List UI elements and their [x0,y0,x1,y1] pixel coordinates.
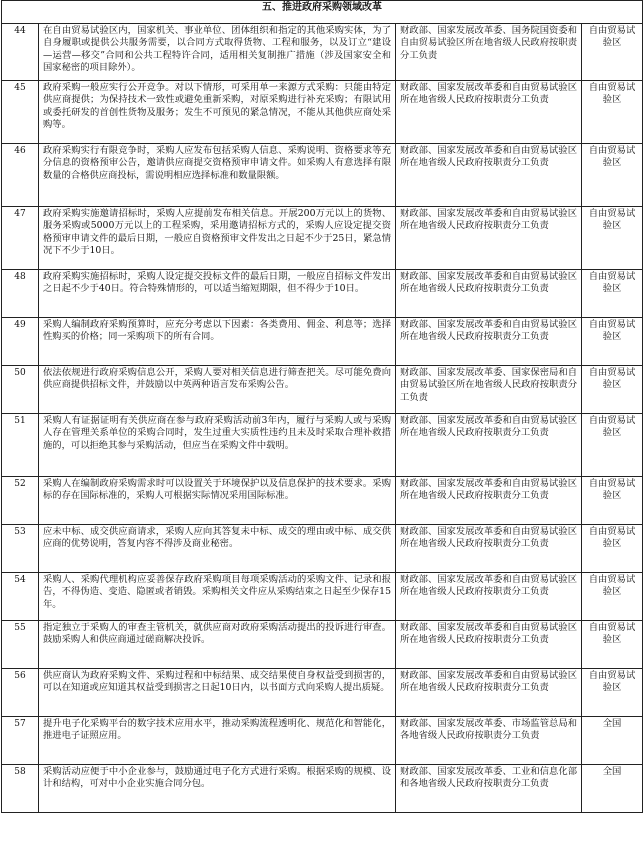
row-number: 53 [2,525,39,573]
responsible-departments: 财政部、国家发展改革委和自由贸易试验区所在地省级人民政府按职责分工负责 [396,81,582,144]
responsible-departments: 财政部、国家发展改革委、国家保密局和自由贸易试验区所在地省级人民政府按职责分工负责 [396,366,582,414]
row-number: 44 [2,24,39,81]
table-row [2,366,643,414]
responsible-departments: 财政部、国家发展改革委和自由贸易试验区所在地省级人民政府按职责分工负责 [396,270,582,318]
measure-content: 政府采购一般应实行公开竞争。对以下情形，可采用单一来源方式采购：只能由特定供应商提供；为保持技术一致性或避免重新采购，对原采购进行补充采购；有限试用或委托研发的首创性货物及服务；发生不可预见的紧急情况，不能从其他供应商处采购等。 [39,81,396,144]
row-number: 50 [2,366,39,414]
measure-content: 在自由贸易试验区内，国家机关、事业单位、团体组织和指定的其他采购实体，为了自身履职或提供公共服务需要，以合同方式取得货物、工程和服务，以及订立“建设—运营—移交”合同和公共工程特许合同，适用相关复制推广措施（涉及国家安全和国家秘密的项目除外）。 [39,24,396,81]
row-number: 52 [2,477,39,525]
measure-content: 政府采购实施邀请招标时，采购人应提前发布相关信息。开展200万元以上的货物、服务采购或5000万元以上的工程采购，采用邀请招标方式的，采购人应设定提交资格预审申请文件的最后日期，一般应自资格预审文件发出之日起不少于25日，紧急情况下不少于10日。 [39,207,396,270]
table-row [2,318,643,366]
table-row [2,573,643,621]
table-row [2,477,643,525]
row-number: 56 [2,669,39,717]
measure-content: 指定独立于采购人的审查主管机关，就供应商对政府采购活动提出的投诉进行审查。鼓励采购人和供应商通过磋商解决投诉。 [39,621,396,669]
responsible-departments: 财政部、国家发展改革委和自由贸易试验区所在地省级人民政府按职责分工负责 [396,207,582,270]
table-row [2,621,643,669]
table-row [2,81,643,144]
measure-content: 提升电子化采购平台的数字技术应用水平，推动采购流程透明化、规范化和智能化，推进电子证照应用。 [39,717,396,765]
pilot-scope: 自由贸易试验区 [582,525,643,573]
pilot-scope: 自由贸易试验区 [582,669,643,717]
measure-content: 依法依规进行政府采购信息公开，采购人要对相关信息进行筛查把关。尽可能免费向供应商提供招标文件，并鼓励以中英两种语言发布采购公告。 [39,366,396,414]
reform-measures-table [1,0,643,813]
responsible-departments: 财政部、国家发展改革委和自由贸易试验区所在地省级人民政府按职责分工负责 [396,414,582,477]
responsible-departments: 财政部、国家发展改革委和自由贸易试验区所在地省级人民政府按职责分工负责 [396,525,582,573]
measure-content: 采购人、采购代理机构应妥善保存政府采购项目每项采购活动的采购文件、记录和报告，不得伪造、变造、隐匿或者销毁。采购相关文件应从采购结束之日起至少保存15年。 [39,573,396,621]
pilot-scope: 自由贸易试验区 [582,144,643,207]
pilot-scope: 自由贸易试验区 [582,477,643,525]
pilot-scope: 自由贸易试验区 [582,366,643,414]
section-header-row [2,1,643,24]
row-number: 49 [2,318,39,366]
measure-content: 采购人在编制政府采购需求时可以设置关于环境保护以及信息保护的技术要求。采购标的存在国际标准的，采购人可根据实际情况采用国际标准。 [39,477,396,525]
pilot-scope: 自由贸易试验区 [582,270,643,318]
table-row [2,765,643,813]
table-row [2,669,643,717]
row-number: 57 [2,717,39,765]
pilot-scope: 自由贸易试验区 [582,621,643,669]
table-row [2,717,643,765]
row-number: 48 [2,270,39,318]
row-number: 46 [2,144,39,207]
row-number: 51 [2,414,39,477]
responsible-departments: 财政部、国家发展改革委和自由贸易试验区所在地省级人民政府按职责分工负责 [396,477,582,525]
pilot-scope: 自由贸易试验区 [582,318,643,366]
responsible-departments: 财政部、国家发展改革委、国务院国资委和自由贸易试验区所在地省级人民政府按职责分工负责 [396,24,582,81]
responsible-departments: 财政部、国家发展改革委、市场监管总局和各地省级人民政府按职责分工负责 [396,717,582,765]
pilot-scope: 自由贸易试验区 [582,24,643,81]
pilot-scope: 自由贸易试验区 [582,573,643,621]
measure-content: 供应商认为政府采购文件、采购过程和中标结果、成交结果使自身权益受到损害的，可以在知道或应知道其权益受到损害之日起10日内，以书面方式向采购人提出质疑。 [39,669,396,717]
row-number: 45 [2,81,39,144]
pilot-scope: 自由贸易试验区 [582,414,643,477]
measure-content: 采购人编制政府采购预算时，应充分考虑以下因素：各类费用、佣金、利息等；选择性购买的价格；同一采购项下的所有合同。 [39,318,396,366]
table-row [2,270,643,318]
responsible-departments: 财政部、国家发展改革委和自由贸易试验区所在地省级人民政府按职责分工负责 [396,669,582,717]
table-row [2,24,643,81]
measure-content: 应未中标、成交供应商请求，采购人应向其答复未中标、成交的理由或中标、成交供应商的优势说明，答复内容不得涉及商业秘密。 [39,525,396,573]
row-number: 54 [2,573,39,621]
responsible-departments: 财政部、国家发展改革委和自由贸易试验区所在地省级人民政府按职责分工负责 [396,144,582,207]
responsible-departments: 财政部、国家发展改革委和自由贸易试验区所在地省级人民政府按职责分工负责 [396,621,582,669]
pilot-scope: 全国 [582,765,643,813]
table-row [2,414,643,477]
pilot-scope: 全国 [582,717,643,765]
measure-content: 政府采购实行有限竞争时，采购人应发布包括采购人信息、采购说明、资格要求等充分信息的资格预审公告，邀请供应商提交资格预审申请文件。如采购人有意选择有限数量的合格供应商投标，需说明相应选择标准和数量限额。 [39,144,396,207]
table-row [2,144,643,207]
row-number: 58 [2,765,39,813]
measure-content: 政府采购实施招标时，采购人设定提交投标文件的最后日期，一般应自招标文件发出之日起不少于40日。符合特殊情形的，可以适当缩短期限，但不得少于10日。 [39,270,396,318]
pilot-scope: 自由贸易试验区 [582,81,643,144]
table-row [2,207,643,270]
section-title: 五、推进政府采购领域改革 [2,1,643,24]
responsible-departments: 财政部、国家发展改革委和自由贸易试验区所在地省级人民政府按职责分工负责 [396,318,582,366]
pilot-scope: 自由贸易试验区 [582,207,643,270]
table-row [2,525,643,573]
row-number: 55 [2,621,39,669]
responsible-departments: 财政部、国家发展改革委、工业和信息化部和各地省级人民政府按职责分工负责 [396,765,582,813]
responsible-departments: 财政部、国家发展改革委和自由贸易试验区所在地省级人民政府按职责分工负责 [396,573,582,621]
row-number: 47 [2,207,39,270]
measure-content: 采购人有证据证明有关供应商在参与政府采购活动前3年内，履行与采购人或与采购人存在管理关系单位的采购合同时，发生过重大实质性违约且未及时采取合理补救措施的，可以拒绝其参与采购活动，但应当在采购文件中载明。 [39,414,396,477]
measure-content: 采购活动应便于中小企业参与，鼓励通过电子化方式进行采购。根据采购的规模、设计和结构，可对中小企业实施合同分包。 [39,765,396,813]
